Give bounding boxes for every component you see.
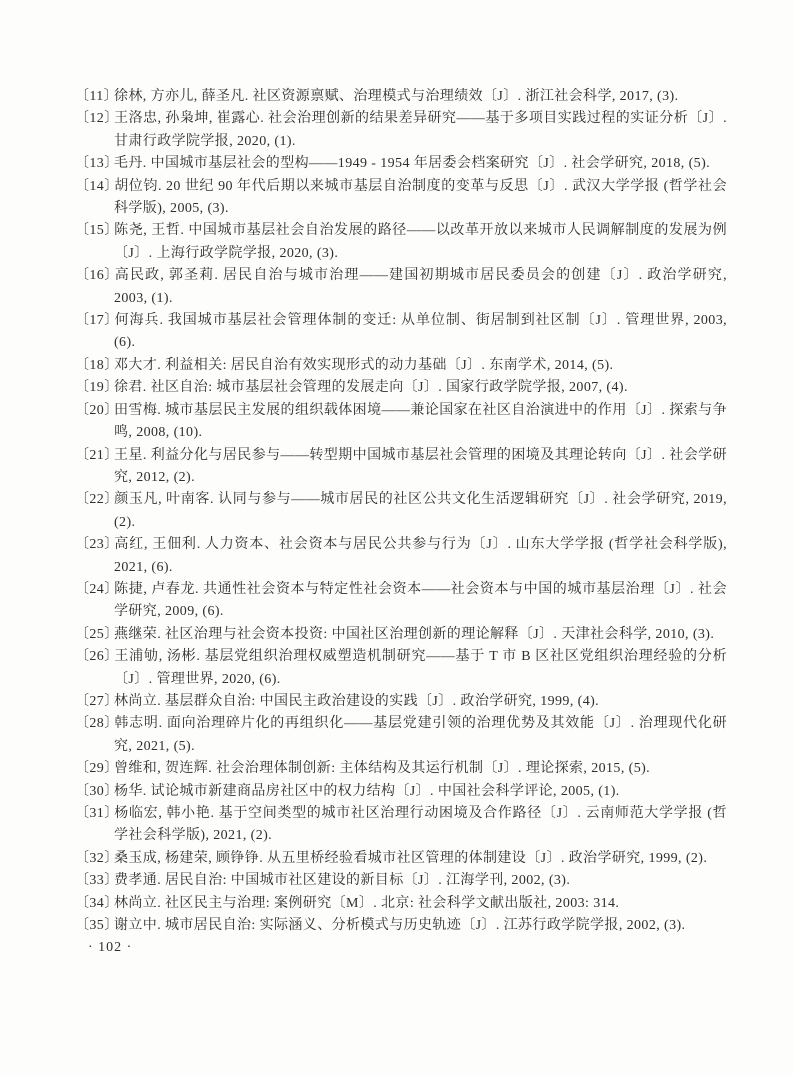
reference-item: [75, 355, 727, 377]
reference-text: 桑玉成, 杨建荣, 顾铮铮. 从五里桥经验看城市社区管理的体制建设〔J〕. 政治学研究, 1999, (2).: [114, 850, 708, 866]
reference-text: 燕继荣. 社区治理与社会资本投资: 中国社区治理创新的理论解释〔J〕. 天津社会科学, 2010, (3).: [114, 626, 715, 642]
reference-number: 〔31〕: [75, 806, 119, 821]
reference-item: [75, 624, 727, 646]
reference-number: 〔14〕: [75, 178, 119, 194]
reference-item: [75, 220, 727, 265]
reference-item: [75, 86, 727, 108]
reference-text: 王星. 利益分化与居民参与——转型期中国城市基层社会管理的困境及其理论转向〔J〕. 社会学研究, 2012, (2).: [114, 447, 727, 485]
reference-text: 王浦劬, 汤彬. 基层党组织治理权威塑造机制研究——基于 T 市 B 区社区党组织治理经验的分析〔J〕. 管理世界, 2020, (6).: [114, 649, 727, 687]
reference-item: [75, 781, 727, 803]
reference-text: 王洛忠, 孙枭坤, 崔露心. 社会治理创新的结果差异研究——基于多项目实践过程的实证分析〔J〕. 甘肃行政学院学报, 2020, (1).: [114, 111, 727, 149]
reference-text: 曾维和, 贺连辉. 社会治理体制创新: 主体结构及其运行机制〔J〕. 理论探索, 2015, (5).: [114, 761, 651, 777]
reference-item: [75, 534, 727, 579]
reference-item: [75, 893, 727, 915]
reference-text: 费孝通. 居民自治: 中国城市社区建设的新目标〔J〕. 江海学刊, 2002, (3).: [114, 873, 571, 889]
reference-item: [75, 713, 727, 758]
page-number: · 102 ·: [88, 940, 133, 956]
reference-number: 〔12〕: [75, 111, 119, 127]
reference-number: 〔13〕: [75, 156, 119, 172]
reference-item: [75, 265, 727, 310]
references-list: [75, 86, 727, 960]
reference-number: 〔25〕: [75, 626, 119, 642]
reference-number: 〔26〕: [75, 649, 119, 665]
reference-number: 〔15〕: [75, 223, 119, 239]
reference-item: [75, 915, 727, 937]
reference-item: [75, 108, 727, 153]
reference-number: 〔16〕: [75, 268, 119, 284]
reference-text: 毛丹. 中国城市基层社会的型构——1949 - 1954 年居委会档案研究〔J〕. 社会学研究, 2018, (5).: [114, 156, 711, 172]
reference-item: [75, 803, 727, 848]
reference-text: 胡位钧. 20 世纪 90 年代后期以来城市基层自治制度的变革与反思〔J〕. 武汉大学学报 (哲学社会科学版), 2005, (3).: [114, 178, 727, 217]
reference-item: [75, 176, 727, 221]
reference-text: 徐林, 方亦儿, 薛圣凡. 社区资源禀赋、治理模式与治理绩效〔J〕. 浙江社会科学, 2017, (3).: [114, 89, 679, 104]
reference-number: 〔18〕: [75, 357, 119, 373]
reference-text: 高红, 王佃利. 人力资本、社会资本与居民公共参与行为〔J〕. 山东大学学报 (哲学社会科学版), 2021, (6).: [114, 537, 727, 575]
reference-item: [75, 310, 727, 355]
reference-item: [75, 870, 727, 892]
reference-item: [75, 848, 727, 870]
reference-number: 〔19〕: [75, 380, 119, 396]
reference-number: 〔22〕: [75, 492, 119, 508]
reference-number: 〔29〕: [75, 761, 119, 777]
reference-item: [75, 153, 727, 175]
reference-number: 〔30〕: [75, 783, 119, 799]
reference-number: 〔23〕: [75, 537, 119, 553]
reference-number: 〔24〕: [75, 581, 119, 597]
reference-text: 何海兵. 我国城市基层社会管理体制的变迁: 从单位制、街居制到社区制〔J〕. 管理世界, 2003, (6).: [114, 313, 727, 351]
reference-text: 邓大才. 利益相关: 居民自治有效实现形式的动力基础〔J〕. 东南学术, 2014, (5).: [114, 357, 614, 373]
reference-text: 颜玉凡, 叶南客. 认同与参与——城市居民的社区公共文化生活逻辑研究〔J〕. 社会学研究, 2019, (2).: [114, 492, 727, 530]
reference-item: [75, 691, 727, 713]
reference-text: 徐君. 社区自治: 城市基层社会管理的发展走向〔J〕. 国家行政学院学报, 2007, (4).: [114, 380, 628, 396]
reference-text: 杨临宏, 韩小艳. 基于空间类型的城市社区治理行动困境及合作路径〔J〕. 云南师范大学学报 (哲学社会科学版), 2021, (2).: [114, 806, 727, 844]
reference-number: 〔34〕: [75, 895, 119, 911]
reference-number: 〔32〕: [75, 850, 119, 866]
reference-text: 林尚立. 基层群众自治: 中国民主政治建设的实践〔J〕. 政治学研究, 1999, (4).: [114, 693, 600, 709]
reference-item: [75, 445, 727, 490]
reference-item: [75, 579, 727, 624]
reference-item: [75, 646, 727, 691]
reference-item: [75, 489, 727, 534]
reference-text: 谢立中. 城市居民自治: 实际涵义、分析模式与历史轨迹〔J〕. 江苏行政学院学报, 2002, (3).: [114, 918, 686, 934]
reference-text: 杨华. 试论城市新建商品房社区中的权力结构〔J〕. 中国社会科学评论, 2005, (1).: [114, 783, 620, 799]
reference-number: 〔27〕: [75, 693, 119, 709]
reference-number: 〔28〕: [75, 716, 119, 732]
reference-text: 田雪梅. 城市基层民主发展的组织载体困境——兼论国家在社区自治演进中的作用〔J〕. 探索与争鸣, 2008, (10).: [114, 402, 727, 441]
reference-item: [75, 377, 727, 399]
reference-text: 陈捷, 卢春龙. 共通性社会资本与特定性社会资本——社会资本与中国的城市基层治理〔J〕. 社会学研究, 2009, (6).: [114, 581, 727, 620]
reference-text: 陈尧, 王哲. 中国城市基层社会自治发展的路径——以改革开放以来城市人民调解制度的发展为例〔J〕. 上海行政学院学报, 2020, (3).: [114, 223, 727, 261]
reference-number: 〔11〕: [75, 89, 119, 104]
reference-number: 〔21〕: [75, 447, 119, 463]
reference-text: 林尚立. 社区民主与治理: 案例研究〔M〕. 北京: 社会科学文献出版社, 2003: 314.: [114, 895, 620, 911]
reference-text: 韩志明. 面向治理碎片化的再组织化——基层党建引领的治理优势及其效能〔J〕. 治理现代化研究, 2021, (5).: [114, 716, 727, 754]
reference-item: [75, 758, 727, 780]
reference-item: [75, 400, 727, 445]
reference-text: 高民政, 郭圣莉. 居民自治与城市治理——建国初期城市居民委员会的创建〔J〕. 政治学研究, 2003, (1).: [114, 268, 727, 306]
reference-number: 〔33〕: [75, 873, 119, 889]
reference-number: 〔35〕: [75, 918, 119, 934]
reference-number: 〔17〕: [75, 313, 119, 329]
reference-number: 〔20〕: [75, 402, 119, 418]
